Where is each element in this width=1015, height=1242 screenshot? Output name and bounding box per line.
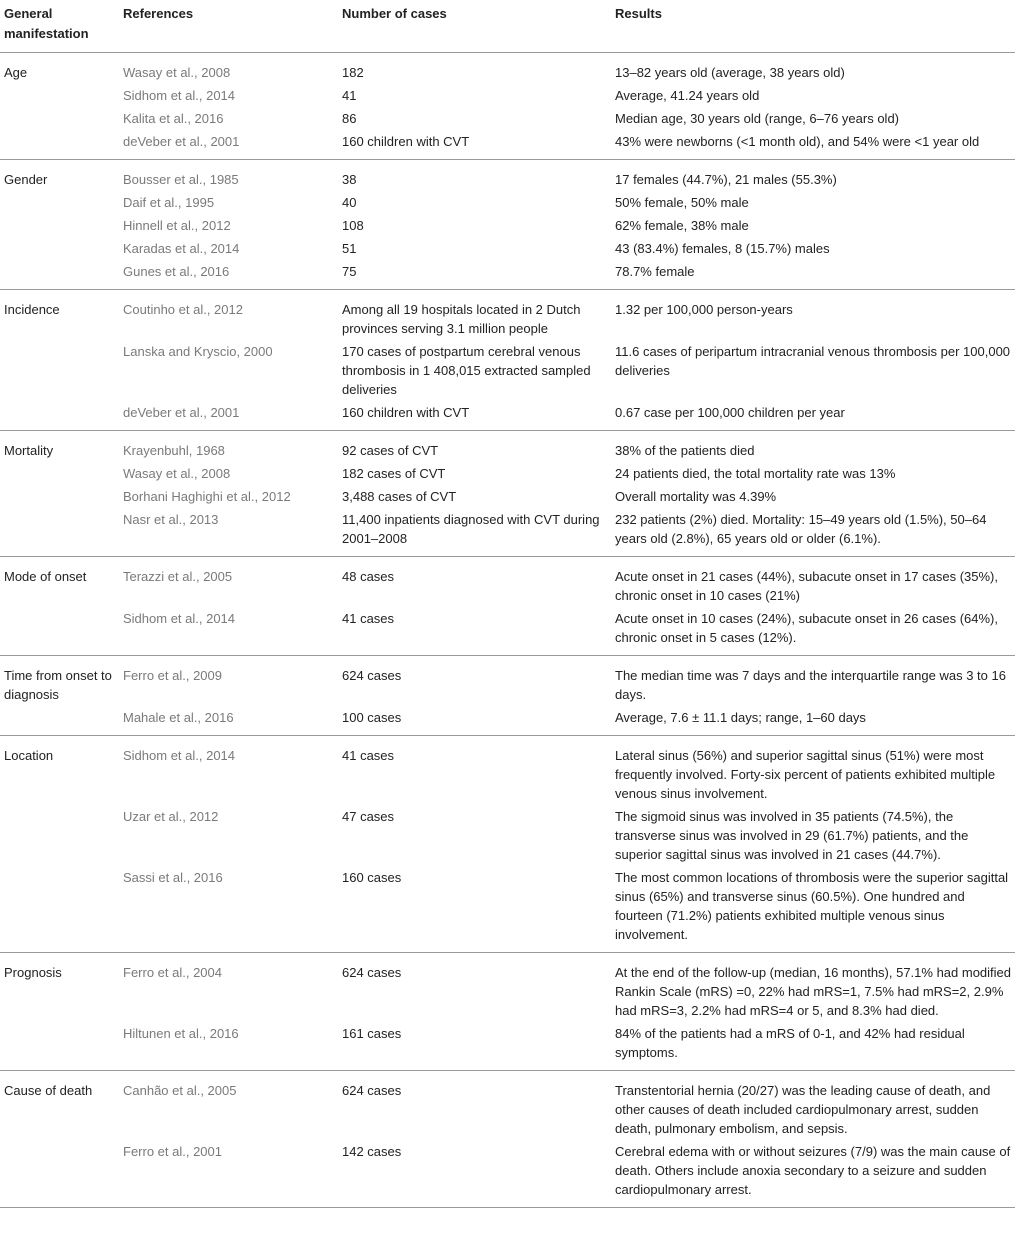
table-row: [0, 462, 1015, 485]
cell-result: 24 patients died, the total mortality rate was 13%: [615, 466, 896, 481]
cell-cases: 170 cases of postpartum cerebral venous thrombosis in 1 408,015 extracted sampled deliveries: [342, 344, 591, 397]
cell-cases: 47 cases: [342, 809, 395, 824]
cell-reference: Ferro et al., 2009: [123, 668, 222, 683]
cell-manifestation: [0, 485, 119, 508]
cell-cases: 624 cases: [342, 1083, 402, 1098]
table-row: [0, 656, 1015, 707]
cell-reference: Ferro et al., 2004: [123, 965, 222, 980]
cell-reference: Karadas et al., 2014: [123, 241, 240, 256]
cell-reference: deVeber et al., 2001: [123, 134, 240, 149]
cell-manifestation: [0, 84, 119, 107]
cell-cases: 51: [342, 241, 357, 256]
cell-result: The median time was 7 days and the interquartile range was 3 to 16 days.: [615, 668, 1006, 702]
cell-manifestation: [0, 1022, 119, 1071]
cell-result: 38% of the patients died: [615, 443, 755, 458]
cell-reference: Canhão et al., 2005: [123, 1083, 237, 1098]
cell-manifestation: [0, 214, 119, 237]
cell-result: 13–82 years old (average, 38 years old): [615, 65, 845, 80]
cell-result: 0.67 case per 100,000 children per year: [615, 405, 845, 420]
cell-result: Average, 7.6 ± 11.1 days; range, 1–60 days: [615, 710, 866, 725]
cell-cases: 11,400 inpatients diagnosed with CVT during 2001–2008: [342, 512, 600, 546]
table-row: [0, 260, 1015, 290]
table-row: [0, 1140, 1015, 1208]
cell-reference: Kalita et al., 2016: [123, 111, 224, 126]
table-row: [0, 401, 1015, 431]
table-row: [0, 1071, 1015, 1141]
cell-manifestation: [0, 191, 119, 214]
cell-result: 50% female, 50% male: [615, 195, 749, 210]
table-row: [0, 953, 1015, 1023]
table-row: [0, 84, 1015, 107]
cell-reference: Daif et al., 1995: [123, 195, 215, 210]
cell-result: The sigmoid sinus was involved in 35 patients (74.5%), the transverse sinus was involved in 29 (61.7%) patients, and the superior sagittal sinus was involved in 21 cases (44.7%).: [615, 809, 969, 862]
table-row: [0, 290, 1015, 341]
table-row: [0, 431, 1015, 463]
cell-result: 1.32 per 100,000 person-years: [615, 302, 793, 317]
cell-result: 232 patients (2%) died. Mortality: 15–49 years old (1.5%), 50–64 years old (2.8%), 65 years old or older (6.1%).: [615, 512, 987, 546]
cell-cases: Among all 19 hospitals located in 2 Dutch provinces serving 3.1 million people: [342, 302, 581, 336]
cell-reference: Wasay et al., 2008: [123, 65, 231, 80]
cell-cases: 92 cases of CVT: [342, 443, 439, 458]
cell-manifestation: [0, 866, 119, 953]
cell-result: The most common locations of thrombosis were the superior sagittal sinus (65%) and transverse sinus (60.5%). One hundred and fourteen (71.2%) patients exhibited multiple venous sinus involvement.: [615, 870, 1009, 942]
cell-cases: 41 cases: [342, 748, 395, 763]
cell-reference: Krayenbuhl, 1968: [123, 443, 225, 458]
table-row: [0, 160, 1015, 192]
cell-manifestation: [0, 260, 119, 290]
header-general-manifestation: General manifestation: [4, 6, 89, 41]
cell-manifestation: Mortality: [4, 443, 54, 458]
cell-result: Transtentorial hernia (20/27) was the leading cause of death, and other causes of death included cardiopulmonary arrest, sudden death, pulmonary embolism, and sepsis.: [615, 1083, 991, 1136]
cell-reference: Lanska and Kryscio, 2000: [123, 344, 273, 359]
header-references: References: [123, 6, 194, 21]
cell-cases: 48 cases: [342, 569, 395, 584]
cell-reference: Nasr et al., 2013: [123, 512, 219, 527]
cell-cases: 160 cases: [342, 870, 402, 885]
cell-reference: Hiltunen et al., 2016: [123, 1026, 239, 1041]
cell-reference: Mahale et al., 2016: [123, 710, 234, 725]
cell-manifestation: [0, 130, 119, 160]
cell-cases: 40: [342, 195, 357, 210]
table-row: [0, 1022, 1015, 1071]
cell-cases: 142 cases: [342, 1144, 402, 1159]
cell-manifestation: [0, 1140, 119, 1208]
cell-reference: Terazzi et al., 2005: [123, 569, 233, 584]
cell-manifestation: [0, 706, 119, 736]
cell-reference: Ferro et al., 2001: [123, 1144, 222, 1159]
cell-cases: 160 children with CVT: [342, 405, 470, 420]
cell-result: Acute onset in 10 cases (24%), subacute onset in 26 cases (64%), chronic onset in 5 cases (12%).: [615, 611, 998, 645]
cell-result: Median age, 30 years old (range, 6–76 years old): [615, 111, 900, 126]
cell-reference: Borhani Haghighi et al., 2012: [123, 489, 291, 504]
table-row: [0, 53, 1015, 85]
cell-reference: Hinnell et al., 2012: [123, 218, 231, 233]
cell-result: 11.6 cases of peripartum intracranial venous thrombosis per 100,000 deliveries: [615, 344, 1011, 378]
table-row: [0, 107, 1015, 130]
table-row: [0, 866, 1015, 953]
cell-reference: Uzar et al., 2012: [123, 809, 219, 824]
table-row: [0, 607, 1015, 656]
cell-cases: 41 cases: [342, 611, 395, 626]
cell-cases: 75: [342, 264, 357, 279]
table-row: [0, 706, 1015, 736]
cell-result: Lateral sinus (56%) and superior sagittal sinus (51%) were most frequently involved. Forty-six percent of patients exhibited multiple venous sinus involvement.: [615, 748, 996, 801]
table-row: [0, 191, 1015, 214]
cell-result: 17 females (44.7%), 21 males (55.3%): [615, 172, 837, 187]
cell-reference: Gunes et al., 2016: [123, 264, 230, 279]
cell-result: 43% were newborns (<1 month old), and 54% were <1 year old: [615, 134, 980, 149]
header-results: Results: [615, 6, 662, 21]
header-number-of-cases: Number of cases: [342, 6, 447, 21]
table-row: [0, 237, 1015, 260]
cell-result: Cerebral edema with or without seizures (7/9) was the main cause of death. Others include anoxia secondary to a seizure and sudden cardiopulmonary arrest.: [615, 1144, 1011, 1197]
cell-result: At the end of the follow-up (median, 16 months), 57.1% had modified Rankin Scale (mRS) =0, 22% had mRS=1, 7.5% had mRS=2, 2.9% had mRS=3, 2.2% had mRS=4 or 5, and 8.3% had died.: [615, 965, 1012, 1018]
cell-cases: 86: [342, 111, 357, 126]
cell-manifestation: Incidence: [4, 302, 60, 317]
table-row: [0, 557, 1015, 608]
table-body: [0, 53, 1015, 1208]
cell-result: 43 (83.4%) females, 8 (15.7%) males: [615, 241, 830, 256]
cell-manifestation: Gender: [4, 172, 48, 187]
table-row: [0, 130, 1015, 160]
cell-manifestation: [0, 340, 119, 401]
table-row: [0, 485, 1015, 508]
table-row: [0, 340, 1015, 401]
cell-reference: Sassi et al., 2016: [123, 870, 223, 885]
cell-manifestation: Age: [4, 65, 28, 80]
cell-cases: 3,488 cases of CVT: [342, 489, 457, 504]
cell-result: Average, 41.24 years old: [615, 88, 760, 103]
cell-cases: 624 cases: [342, 965, 402, 980]
cell-manifestation: Cause of death: [4, 1083, 93, 1098]
cell-cases: 38: [342, 172, 357, 187]
cell-result: Acute onset in 21 cases (44%), subacute onset in 17 cases (35%), chronic onset in 10 cases (21%): [615, 569, 998, 603]
cell-result: 78.7% female: [615, 264, 695, 279]
cell-manifestation: [0, 462, 119, 485]
cell-reference: Coutinho et al., 2012: [123, 302, 243, 317]
table-row: [0, 508, 1015, 557]
cell-manifestation: Location: [4, 748, 54, 763]
cell-reference: deVeber et al., 2001: [123, 405, 240, 420]
cell-manifestation: [0, 401, 119, 431]
cell-cases: 108: [342, 218, 364, 233]
cell-reference: Sidhom et al., 2014: [123, 748, 236, 763]
cell-reference: Sidhom et al., 2014: [123, 88, 236, 103]
table-row: [0, 805, 1015, 866]
cell-manifestation: [0, 107, 119, 130]
table-row: [0, 214, 1015, 237]
cell-manifestation: Prognosis: [4, 965, 62, 980]
cell-reference: Wasay et al., 2008: [123, 466, 231, 481]
cell-cases: 160 children with CVT: [342, 134, 470, 149]
cell-manifestation: Time from onset to diagnosis: [4, 668, 112, 702]
table-row: [0, 736, 1015, 806]
cell-cases: 624 cases: [342, 668, 402, 683]
cell-manifestation: [0, 237, 119, 260]
cell-cases: 41: [342, 88, 357, 103]
cell-cases: 182: [342, 65, 364, 80]
cell-reference: Sidhom et al., 2014: [123, 611, 236, 626]
cell-manifestation: [0, 607, 119, 656]
header-row: [0, 0, 1015, 53]
cell-manifestation: [0, 508, 119, 557]
cell-result: 84% of the patients had a mRS of 0-1, and 42% had residual symptoms.: [615, 1026, 965, 1060]
cell-manifestation: [0, 805, 119, 866]
cell-cases: 100 cases: [342, 710, 402, 725]
cell-result: 62% female, 38% male: [615, 218, 749, 233]
cell-result: Overall mortality was 4.39%: [615, 489, 777, 504]
cell-cases: 182 cases of CVT: [342, 466, 446, 481]
cell-reference: Bousser et al., 1985: [123, 172, 239, 187]
cell-cases: 161 cases: [342, 1026, 402, 1041]
cell-manifestation: Mode of onset: [4, 569, 87, 584]
